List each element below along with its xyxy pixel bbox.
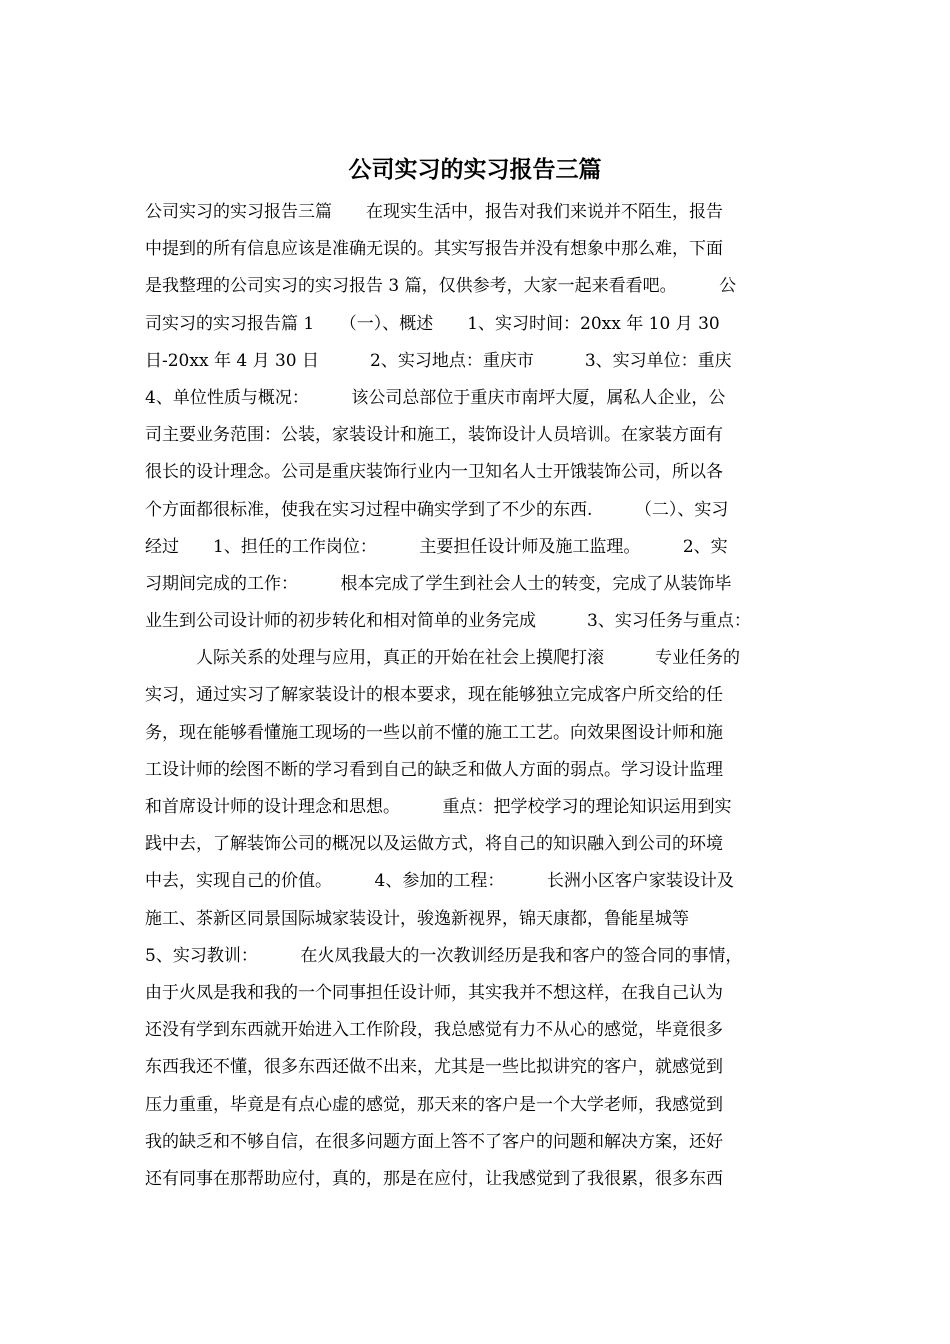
body-line: 是我整理的公司实习的实习报告 3 篇，仅供参考，大家一起来看看吧。 公 [145, 276, 737, 297]
body-line: 东西我还不懂，很多东西还做不出来，尤其是一些比拟讲究的客户，就感觉到 [145, 1057, 723, 1078]
body-line: 公司实习的实习报告三篇 在现实生活中，报告对我们来说并不陌生，报告 [145, 202, 723, 222]
body-line: 工设计师的绘图不断的学习看到自己的缺乏和做人方面的弱点。学习设计监理 [145, 759, 723, 780]
body-line: 个方面都很标准，使我在实习过程中确实学到了不少的东西. （二）、实习 [145, 499, 729, 520]
body-line: 由于火凤是我和我的一个同事担任设计师，其实我并不想这样，在我自己认为 [145, 982, 723, 1003]
body-line: 还有同事在那帮助应付，真的，那是在应付，让我感觉到了我很累，很多东西 [145, 1168, 723, 1189]
body-line: 实习，通过实习了解家装设计的根本要求，现在能够独立完成客户所交给的任 [145, 685, 723, 706]
body-line: 压力重重，毕竟是有点心虚的感觉，那天来的客户是一个大学老师，我感觉到 [145, 1094, 723, 1115]
body-line: 践中去，了解装饰公司的概况以及运做方式，将自己的知识融入到公司的环境 [145, 834, 723, 855]
body-line: 中提到的所有信息应该是准确无误的。其实写报告并没有想象中那么难，下面 [145, 239, 723, 260]
body-line: 经过 1、担任的工作岗位： 主要担任设计师及施工监理。 2、实 [145, 536, 728, 557]
body-line: 司主要业务范围：公装，家装设计和施工，装饰设计人员培训。在家装方面有 [145, 425, 723, 446]
body-line: 中去，实现自己的价值。 4、参加的工程： 长洲小区客户家装设计及 [145, 871, 734, 892]
body-line: 人际关系的处理与应用，真正的开始在社会上摸爬打滚 专业任务的 [145, 648, 740, 669]
body-line: 5、实习教训： 在火凤我最大的一次教训经历是我和客户的签合同的事情， [145, 945, 743, 966]
body-line: 我的缺乏和不够自信，在很多问题方面上答不了客户的问题和解决方案，还好 [145, 1131, 723, 1152]
body-line: 业生到公司设计师的初步转化和相对简单的业务完成 3、实习任务与重点： [145, 611, 751, 632]
body-line: 和首席设计师的设计理念和思想。 重点：把学校学习的理论知识运用到实 [145, 797, 732, 817]
body-line: 还没有学到东西就开始进入工作阶段，我总感觉有力不从心的感觉，毕竟很多 [145, 1020, 723, 1041]
body-line: 4、单位性质与概况： 该公司总部位于重庆市南坪大厦，属私人企业，公 [145, 387, 726, 408]
body-line: 日-20xx 年 4 月 30 日 2、实习地点：重庆市 3、实习单位：重庆 [145, 350, 732, 371]
body-line: 施工、茶新区同景国际城家装设计，骏逸新视界，锦天康都，鲁能星城等 [145, 908, 689, 929]
document-title: 公司实习的实习报告三篇 [348, 156, 602, 183]
body-line: 务，现在能够看懂施工现场的一些以前不懂的施工工艺。向效果图设计师和施 [145, 722, 723, 743]
body-line: 习期间完成的工作： 根本完成了学生到社会人士的转变，完成了从装饰毕 [145, 573, 732, 594]
body-line: 很长的设计理念。公司是重庆装饰行业内一卫知名人士开饿装饰公司，所以各 [145, 462, 723, 483]
body-line: 司实习的实习报告篇 1 （一）、概述 1、实习时间：20xx 年 10 月 30 [145, 313, 720, 334]
document-body [145, 194, 825, 1198]
